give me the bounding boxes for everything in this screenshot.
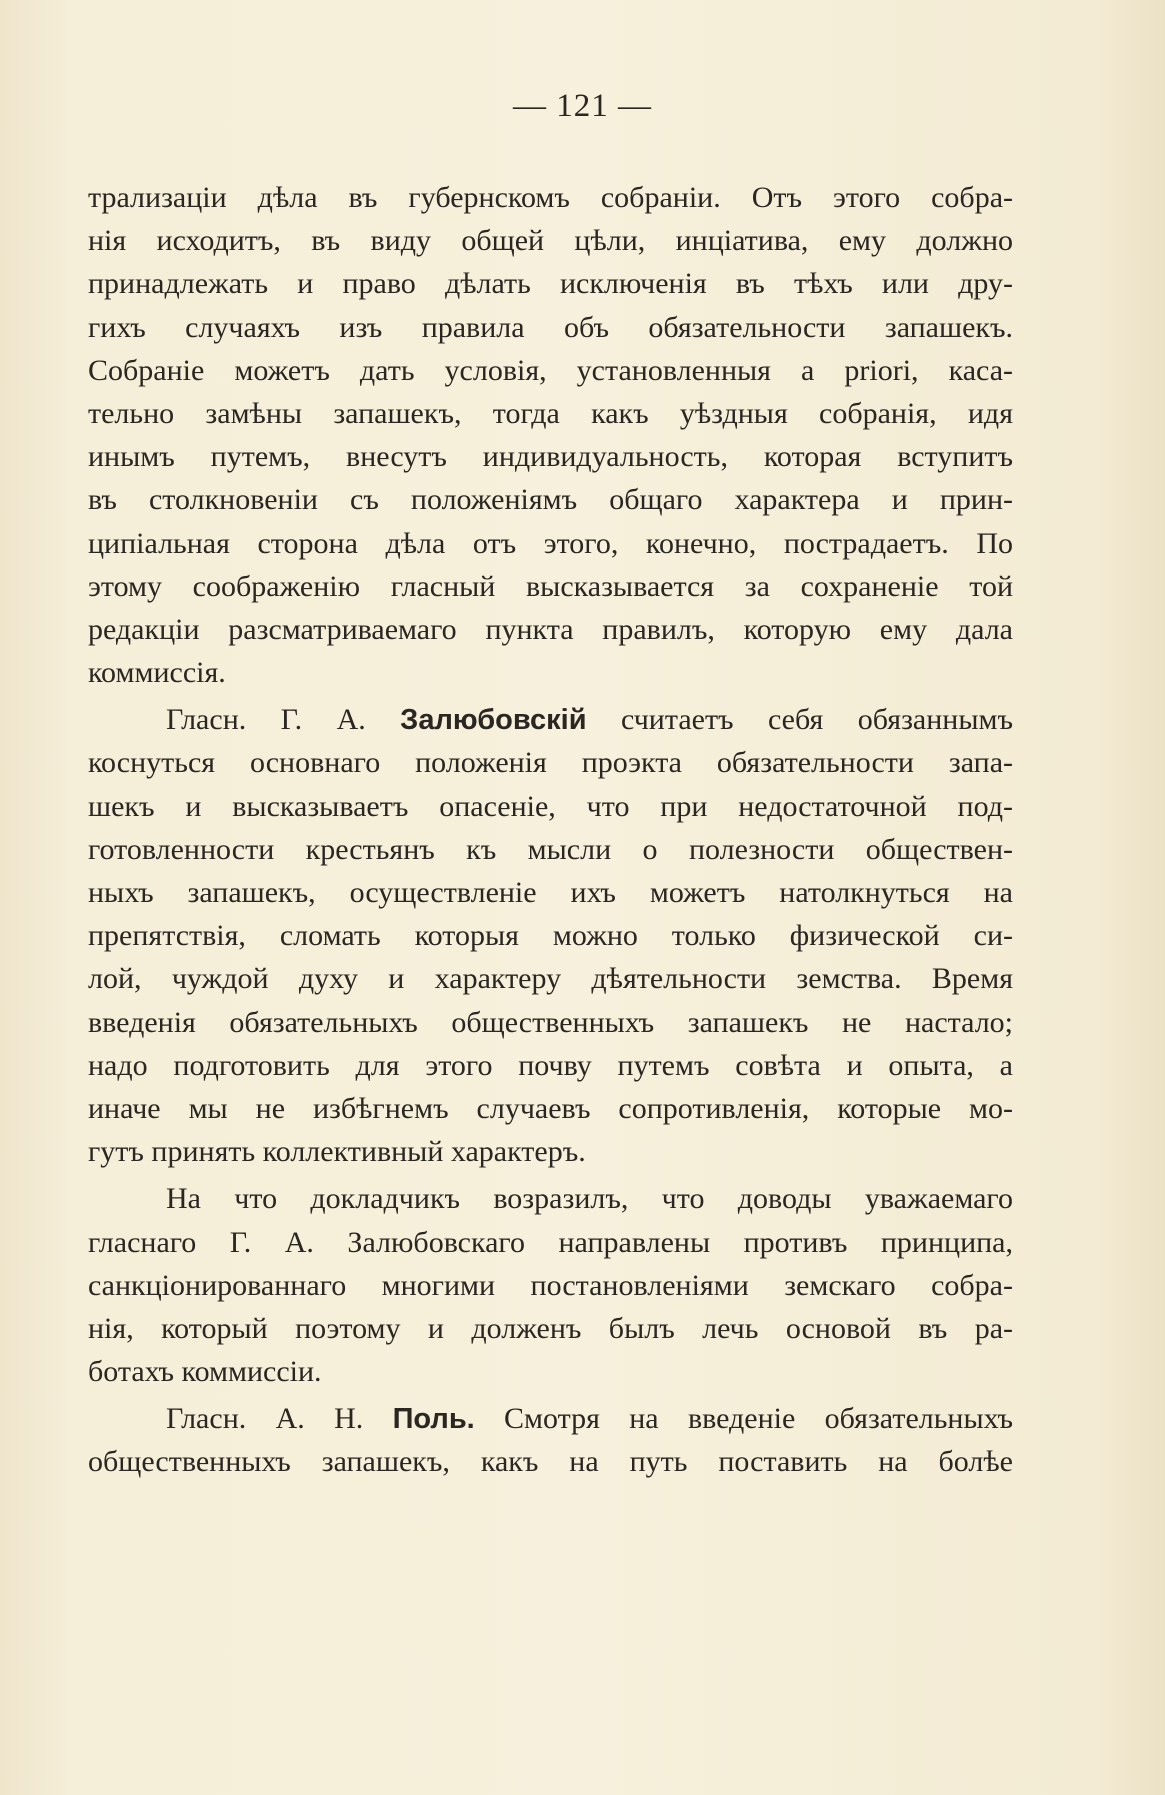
body-text (88, 176, 1013, 1484)
text-line: шекъ и высказываетъ опасеніе, что при недостаточной под- (88, 789, 1013, 823)
text-line: нія, который поэтому и долженъ былъ лечь основой въ ра- (88, 1311, 1013, 1345)
text-line-continuation: Смотря на введеніе обязательныхъ (504, 1402, 1013, 1436)
text-line (88, 698, 1013, 741)
page-number: — 121 — (513, 88, 652, 124)
text-line: готовленности крестьянъ къ мысли о полезности обществен- (88, 832, 1013, 866)
text-line: На что докладчикъ возразилъ, что доводы уважаемаго (166, 1182, 1013, 1216)
speaker-lead: Гласн. А. Н. (166, 1402, 364, 1436)
speaker-lead: Гласн. Г. А. (166, 703, 366, 737)
text-line: нія исходитъ, въ виду общей цѣли, инціатива, ему должно (88, 224, 1013, 258)
text-line: ныхъ запашекъ, осуществленіе ихъ можетъ натолкнуться на (88, 876, 1013, 909)
text-line: введенія обязательныхъ общественныхъ запашекъ не настало; (88, 1005, 1013, 1039)
paragraph-4 (88, 1397, 1013, 1483)
text-line: тельно замѣны запашекъ, тогда какъ уѣздныя собранія, идя (88, 396, 1013, 430)
text-line: общественныхъ запашекъ, какъ на путь поставить на болѣе (88, 1445, 1013, 1479)
text-line: коснуться основнаго положенія проэкта обязательности запа- (88, 746, 1013, 780)
text-line: Собраніе можетъ дать условія, установленныя a priori, каса- (88, 353, 1013, 387)
paragraph-2 (88, 698, 1013, 1173)
speaker-name: Залюбовскій (400, 704, 587, 737)
text-line: въ столкновеніи съ положеніямъ общаго характера и прин- (88, 483, 1013, 517)
text-line: лой, чуждой духу и характеру дѣятельности земства. Время (88, 962, 1013, 996)
text-line: инымъ путемъ, внесутъ индивидуальность, которая вступитъ (88, 440, 1013, 474)
text-line: принадлежать и право дѣлать исключенія въ тѣхъ или дру- (88, 267, 1013, 301)
text-line: ципіальная сторона дѣла отъ этого, конечно, пострадаетъ. По (88, 526, 1013, 560)
text-line: трализаціи дѣла въ губернскомъ собраніи. Отъ этого собра- (88, 181, 1013, 214)
text-line: гутъ принять коллективный характеръ. (88, 1135, 586, 1169)
paragraph-3 (88, 1177, 1013, 1393)
text-line: гласнаго Г. А. Залюбовскаго направлены противъ принципа, (88, 1225, 1013, 1259)
text-line: коммиссія. (88, 656, 226, 690)
text-line: редакціи разсматриваемаго пункта правилъ, которую ему дала (88, 612, 1013, 646)
paragraph-1 (88, 176, 1013, 694)
text-line: гихъ случаяхъ изъ правила объ обязательности запашекъ. (88, 310, 1013, 344)
speaker-name: Поль. (392, 1403, 475, 1436)
text-line (88, 1397, 1013, 1440)
text-line: ботахъ коммиссіи. (88, 1355, 322, 1389)
text-line: санкціонированнаго многими постановленіями земскаго собра- (88, 1268, 1013, 1302)
text-line: иначе мы не избѣгнемъ случаевъ сопротивленія, которые мо- (88, 1091, 1013, 1125)
text-line: надо подготовить для этого почву путемъ совѣта и опыта, а (88, 1048, 1013, 1082)
text-line-continuation: считаетъ себя обязаннымъ (620, 703, 1013, 737)
text-line: этому соображенію гласный высказывается за сохраненіе той (88, 569, 1013, 603)
text-line: препятствія, сломать которыя можно только физической си- (88, 919, 1013, 953)
